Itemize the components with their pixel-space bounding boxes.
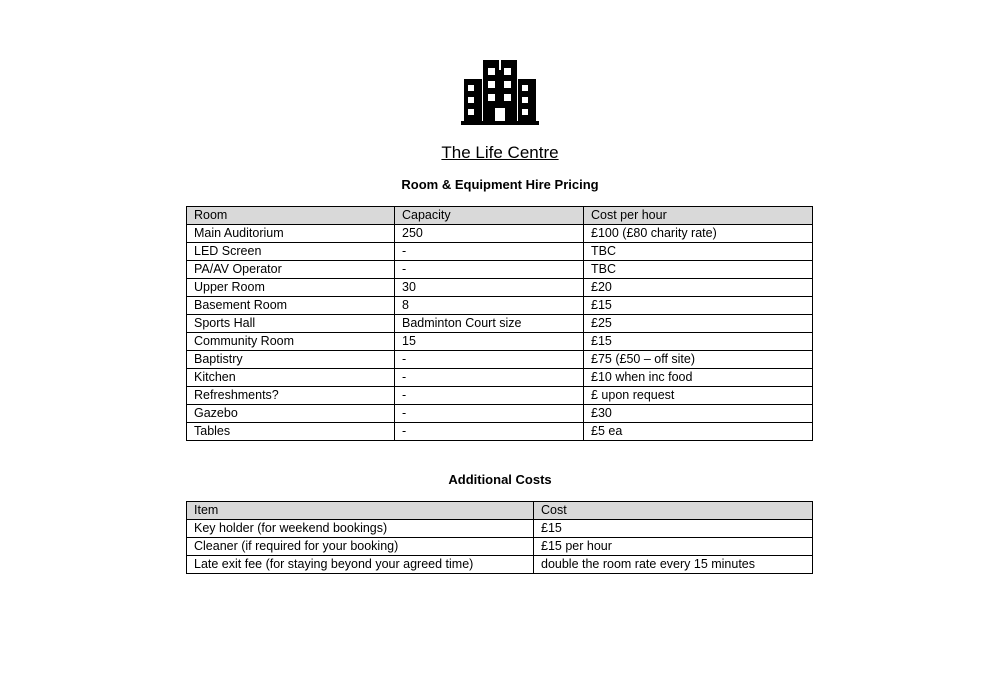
room-name: Sports Hall (187, 315, 395, 333)
room-name: Tables (187, 423, 395, 441)
table-row (187, 297, 813, 315)
table-row (187, 261, 813, 279)
section-title-room-pricing: Room & Equipment Hire Pricing (401, 177, 599, 192)
room-cost: £100 (£80 charity rate) (584, 225, 813, 243)
room-capacity: - (395, 405, 584, 423)
room-cost: £20 (584, 279, 813, 297)
room-cost: £15 (584, 297, 813, 315)
cost-item: Key holder (for weekend bookings) (187, 520, 534, 538)
room-capacity: 15 (395, 333, 584, 351)
cost-item: Cleaner (if required for your booking) (187, 538, 534, 556)
room-name: Basement Room (187, 297, 395, 315)
cost-value: £15 (534, 520, 813, 538)
room-name: Kitchen (187, 369, 395, 387)
room-cost: TBC (584, 243, 813, 261)
room-name: Gazebo (187, 405, 395, 423)
room-capacity: 30 (395, 279, 584, 297)
section-title-additional-costs: Additional Costs (448, 472, 552, 487)
room-name: PA/AV Operator (187, 261, 395, 279)
table-row (187, 279, 813, 297)
table-row (187, 538, 813, 556)
room-cost: £30 (584, 405, 813, 423)
table-row (187, 423, 813, 441)
column-header: Cost per hour (584, 207, 813, 225)
room-pricing-table (186, 206, 813, 441)
room-name: Main Auditorium (187, 225, 395, 243)
room-cost: £5 ea (584, 423, 813, 441)
room-cost: £75 (£50 – off site) (584, 351, 813, 369)
room-capacity: - (395, 243, 584, 261)
room-cost: £25 (584, 315, 813, 333)
table-row (187, 315, 813, 333)
column-header: Room (187, 207, 395, 225)
table-row (187, 333, 813, 351)
table-row (187, 520, 813, 538)
room-cost: £10 when inc food (584, 369, 813, 387)
table-header-row (187, 207, 813, 225)
table-row (187, 556, 813, 574)
cost-value: £15 per hour (534, 538, 813, 556)
table-row (187, 387, 813, 405)
room-capacity: - (395, 369, 584, 387)
room-capacity: 8 (395, 297, 584, 315)
cost-item: Late exit fee (for staying beyond your agreed time) (187, 556, 534, 574)
room-capacity: - (395, 261, 584, 279)
page-title: The Life Centre (441, 143, 559, 162)
table-row (187, 369, 813, 387)
room-capacity: 250 (395, 225, 584, 243)
table-row (187, 351, 813, 369)
column-header: Item (187, 502, 534, 520)
building-icon (458, 57, 542, 127)
column-header: Capacity (395, 207, 584, 225)
room-name: Community Room (187, 333, 395, 351)
additional-costs-table (186, 501, 813, 574)
room-capacity: - (395, 351, 584, 369)
room-name: LED Screen (187, 243, 395, 261)
table-header-row (187, 502, 813, 520)
table-row (187, 225, 813, 243)
room-cost: TBC (584, 261, 813, 279)
table-row (187, 405, 813, 423)
room-capacity: - (395, 387, 584, 405)
cost-value: double the room rate every 15 minutes (534, 556, 813, 574)
room-name: Upper Room (187, 279, 395, 297)
room-name: Baptistry (187, 351, 395, 369)
column-header: Cost (534, 502, 813, 520)
room-cost: £15 (584, 333, 813, 351)
room-name: Refreshments? (187, 387, 395, 405)
room-capacity: - (395, 423, 584, 441)
room-cost: £ upon request (584, 387, 813, 405)
table-row (187, 243, 813, 261)
room-capacity: Badminton Court size (395, 315, 584, 333)
